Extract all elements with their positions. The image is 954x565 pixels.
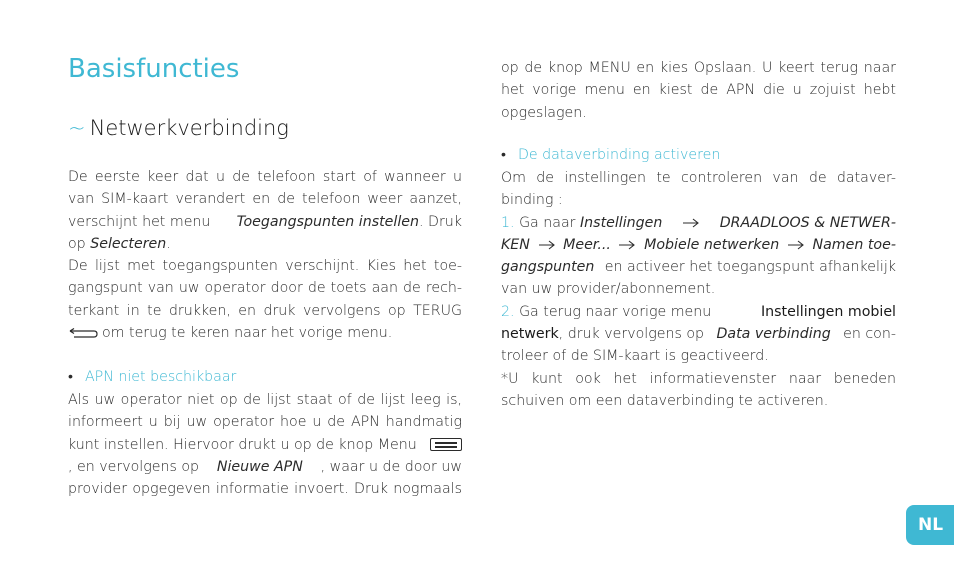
text-line: *U kunt ook het informatievenster naar beneden	[501, 370, 896, 387]
apn-paragraph	[68, 389, 462, 500]
language-tab: NL	[906, 505, 954, 545]
text-line: opgeslagen.	[501, 104, 587, 121]
menu-key-icon	[430, 438, 462, 451]
text-line: schuiven om een dataverbinding te activeren.	[501, 392, 829, 409]
text-line: gangspunt van uw operator door de toets aan de rech-	[68, 280, 462, 297]
arrow-right-icon	[618, 240, 636, 250]
text-line: informeert u bij uw operator hoe u de APN handmatig	[68, 414, 462, 431]
continued-paragraph	[501, 57, 896, 124]
text-line: terkant in te drukken, en druk vervolgens op TERUG	[68, 302, 462, 319]
arrow-right-icon	[682, 218, 700, 228]
step-1-line: KEN Meer... Mobiele netwerken Namen toe-	[501, 236, 896, 253]
text-line: Om de instellingen te controleren van de dataver-	[501, 170, 896, 186]
step-1-line: 1. Ga naar Instellingen DRAADLOOS & NETWER-	[501, 214, 896, 231]
arrow-right-icon	[787, 240, 805, 250]
step-2-line: netwerk, druk vervolgens op Data verbinding en con-	[501, 326, 896, 343]
text-line: het vorige menu en kiest de APN die u zojuist hebt	[501, 82, 896, 99]
text-line: om terug te keren naar het vorige menu.	[68, 322, 462, 344]
text-line: De lijst met toegangspunten verschijnt. Kies het toe-	[68, 258, 462, 275]
text-line: Als uw operator niet op de lijst staat of de lijst leeg is,	[68, 392, 462, 408]
back-icon	[68, 328, 98, 338]
section-tilde: ~	[68, 116, 86, 140]
text-line: op Selecteren.	[68, 235, 171, 252]
section-title: Netwerkverbinding	[89, 116, 289, 140]
section-heading	[68, 116, 289, 140]
bullet-label: De dataverbinding activeren	[517, 147, 721, 163]
text-line: troleer of de SIM-kaart is geactiveerd.	[501, 348, 769, 365]
step-2-line: 2. Ga terug naar vorige menu Instellingen mobiel	[501, 303, 896, 320]
text-line: kunt instellen. Hiervoor drukt u op de knop Menu	[68, 434, 462, 456]
step-1-line: gangspunten en activeer het toegangspunt afhankelijk	[501, 259, 896, 276]
text-line: van uw provider/abonnement.	[501, 281, 716, 298]
bullet-label: APN niet beschikbaar	[84, 369, 237, 385]
text-line: , en vervolgens op Nieuwe APN , waar u de door uw	[68, 458, 462, 475]
intro-paragraph	[68, 166, 462, 344]
text-line: De eerste keer dat u de telefoon start of wanneer u	[68, 169, 462, 185]
page-title: Basisfuncties	[68, 54, 240, 84]
bullet-apn: • APN niet beschikbaar	[68, 369, 237, 385]
text-line: provider opgegeven informatie invoert. Druk nogmaals	[68, 481, 462, 498]
bullet-data: • De dataverbinding activeren	[501, 147, 721, 163]
data-paragraph	[501, 167, 896, 412]
text-line: van SIM-kaart verandert en de telefoon weer aanzet,	[68, 191, 462, 208]
text-line: binding :	[501, 192, 563, 209]
text-line: verschijnt het menu Toegangspunten instellen. Druk	[68, 213, 462, 230]
text-line: op de knop MENU en kies Opslaan. U keert terug naar	[501, 60, 896, 76]
arrow-right-icon	[538, 240, 556, 250]
